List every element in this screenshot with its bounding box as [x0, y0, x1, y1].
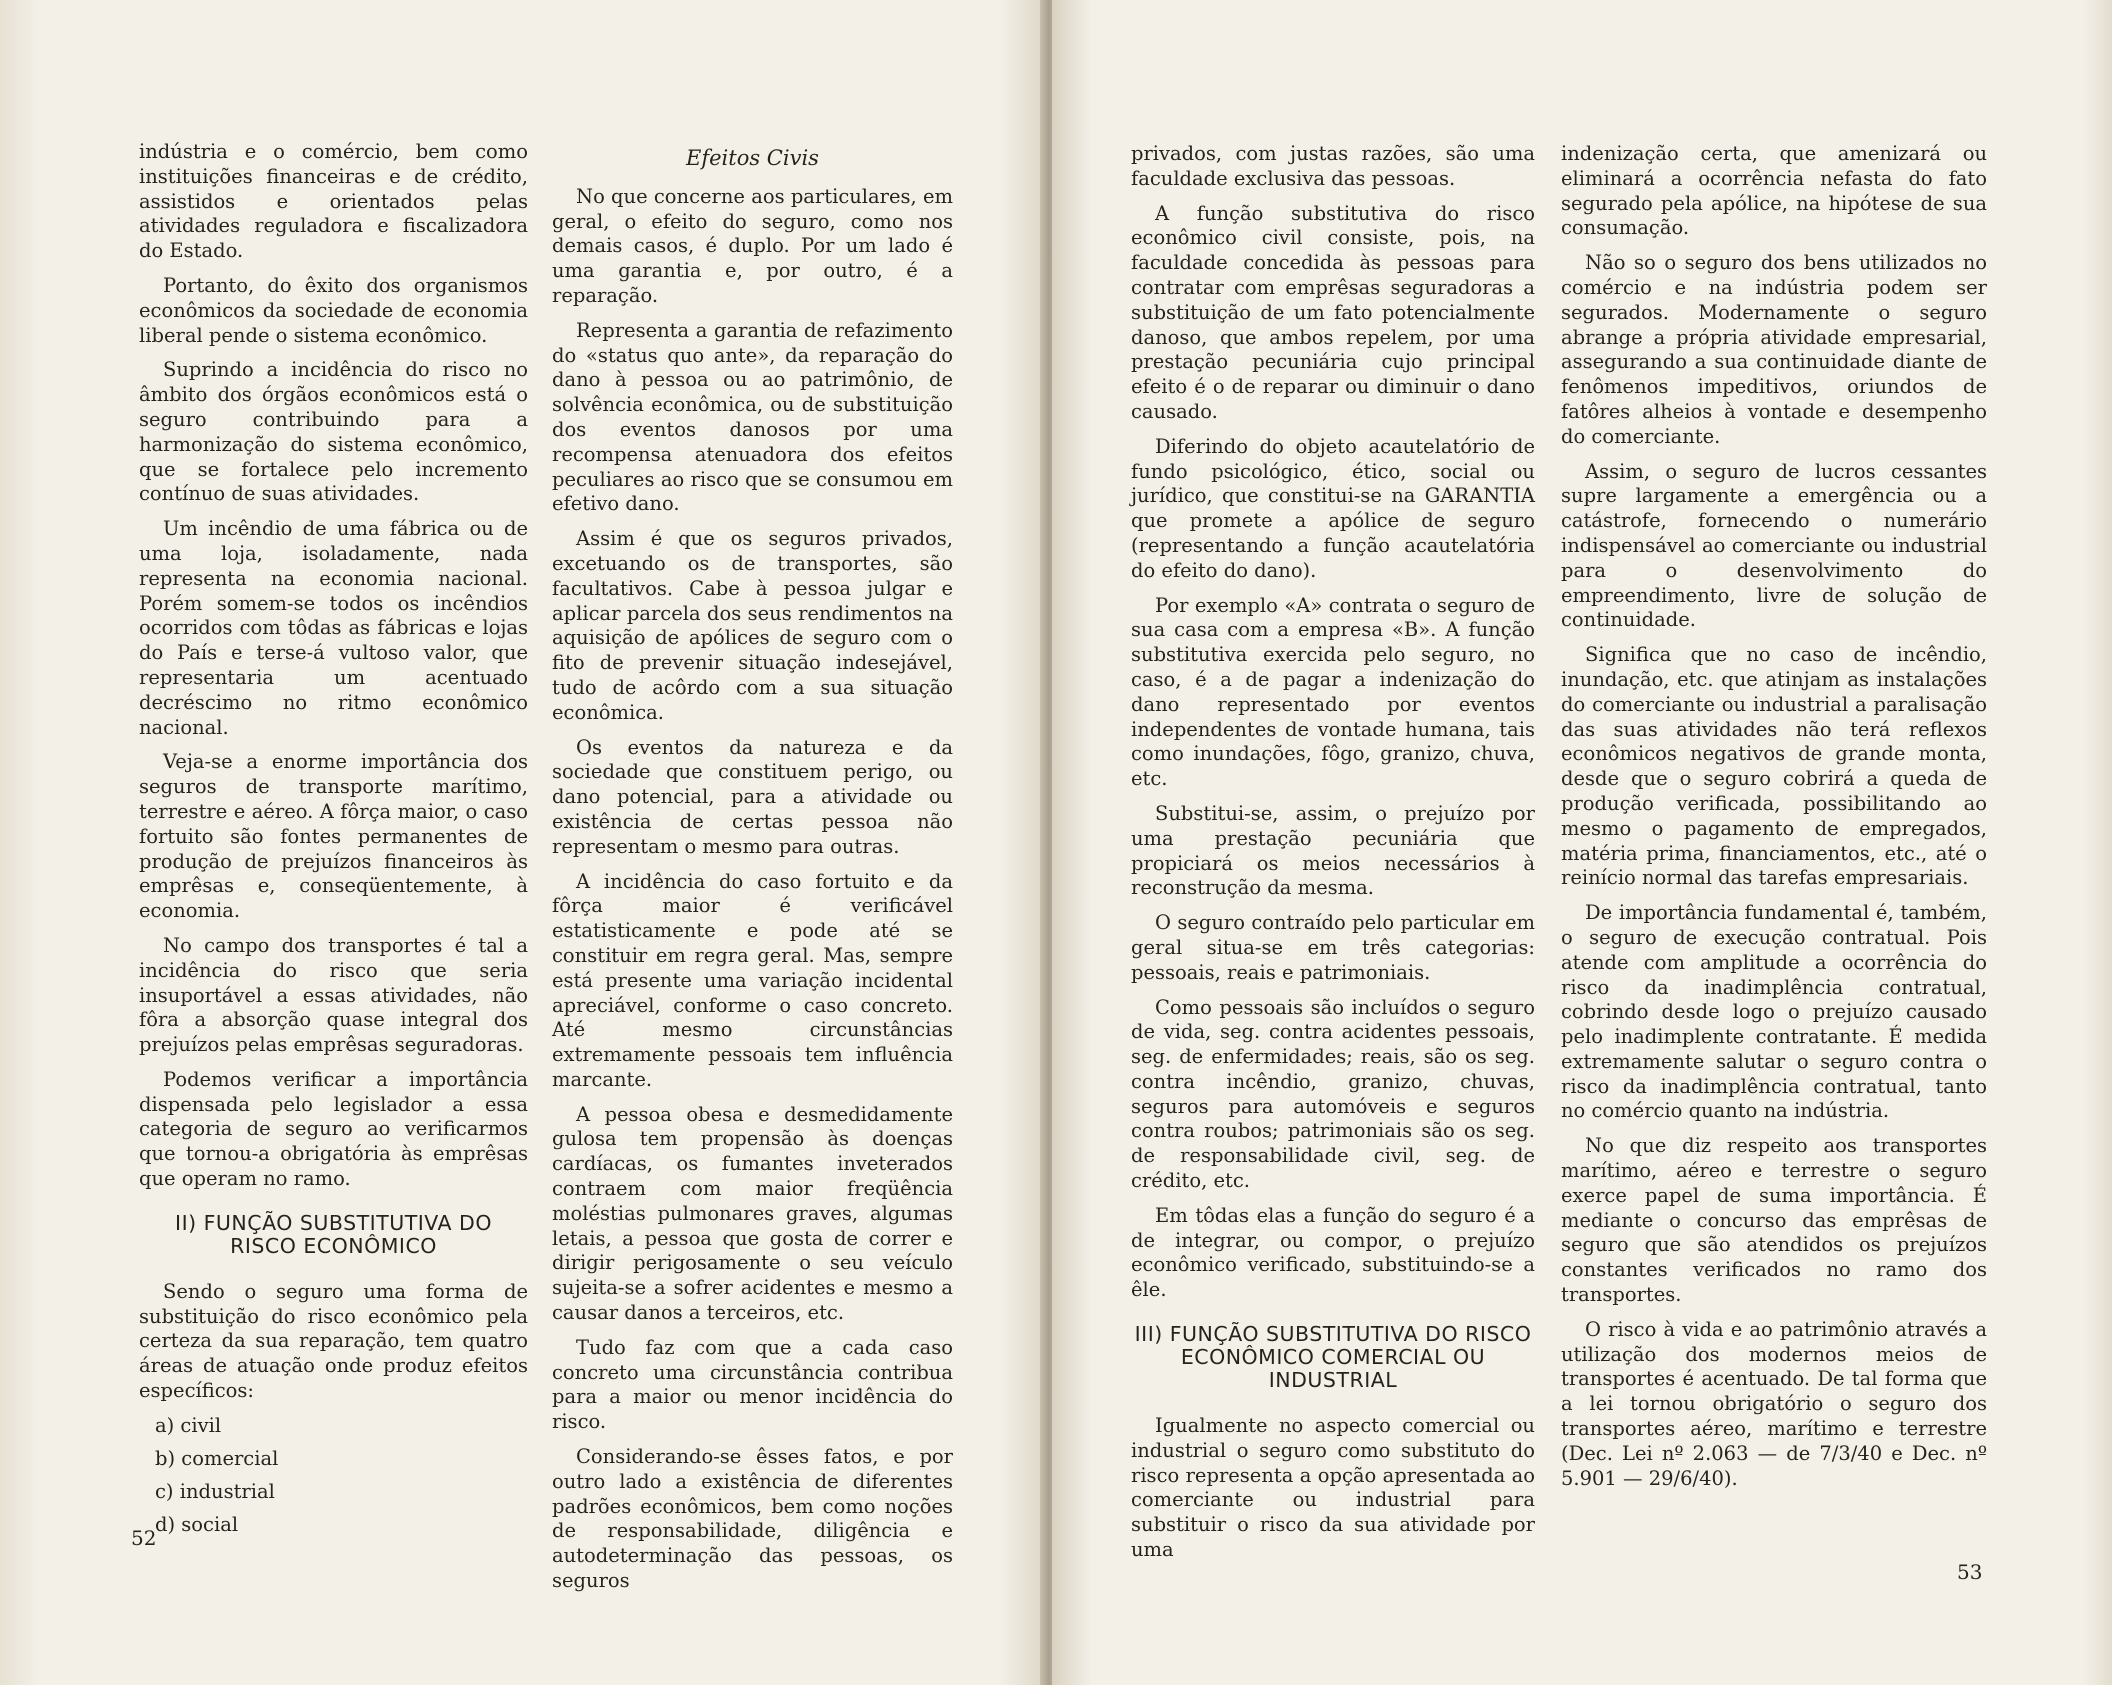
- paragraph: De importância fundamental é, também, o seguro de execução contratual. Pois atende com amplitude a ocorrência do risco da inadimplência contratual, cobrindo desde logo o prejuízo causado pelo inadimplente contratante. É medida extremamente salutar o seguro contra o risco da inadimplência contratual, tanto no comércio quanto na indústria.: [1561, 901, 1987, 1123]
- paragraph: Igualmente no aspecto comercial ou industrial o seguro como substituto do risco representa a opção apresentada ao comerciante ou industrial para substituir o risco da sua atividade por uma: [1131, 1414, 1535, 1562]
- list-item: c) industrial: [155, 1479, 275, 1503]
- paragraph: Significa que no caso de incêndio, inundação, etc. que atinjam as instalações do comerciante ou industrial a paralisação das suas atividades não terá reflexos econômicos negativos de grande monta, desde que o seguro cobrirá a queda de produção verificada, possibilitando ao mesmo o pagamento de empregados, matéria prima, financiamentos, etc., até o reinício normal das tarefas empresariais.: [1561, 643, 1987, 890]
- paragraph: Os eventos da natureza e da sociedade que constituem perigo, ou dano potencial, para a atividade ou existência de certas pessoa não representam o mesmo para outras.: [552, 735, 953, 858]
- left-column-1: [139, 140, 528, 1546]
- paragraph: Considerando-se êsses fatos, e por outro lado a existência de diferentes padrões econômicos, bem como noções de responsabilidade, diligência e autodeterminação das pessoas, os seguros: [552, 1445, 953, 1593]
- paragraph: No que concerne aos particulares, em geral, o efeito do seguro, como nos demais casos, é duplo. Por um lado é uma garantia e, por outro, é a reparação.: [552, 184, 953, 307]
- paragraph: No que diz respeito aos transportes marítimo, aéreo e terrestre o seguro exerce papel de suma importância. É mediante o concurso das emprêsas de seguro que são atendidos os prejuízos constantes verificados no ramo dos transportes.: [1561, 1134, 1987, 1307]
- paragraph: Por exemplo «A» contrata o seguro de sua casa com a empresa «B». A função substitutiva exercida pelo seguro, no caso, é a de pagar a indenização do dano representado por eventos independentes de vontade humana, tais como inundações, fôgo, granizo, chuva, etc.: [1131, 593, 1535, 791]
- paragraph: A função substitutiva do risco econômico civil consiste, pois, na faculdade concedida às pessoas para contratar com emprêsas seguradoras a substituição de um fato potencialmente danoso, que ambos repelem, por uma prestação pecuniária cujo principal efeito é o de reparar ou diminuir o dano causado.: [1131, 201, 1535, 423]
- paragraph: No campo dos transportes é tal a incidência do risco que seria insuportável a essas atividades, não fôra a absorção quase integral dos prejuízos pelas emprêsas seguradoras.: [139, 933, 528, 1057]
- paragraph: Não so o seguro dos bens utilizados no comércio e na indústria podem ser segurados. Modernamente o seguro abrange a própria atividade empresarial, assegurando a sua continuidade diante de fenômenos impeditivos, oriundos de fatôres alheios à vontade e desempenho do comerciante.: [1561, 251, 1987, 448]
- paragraph: Um incêndio de uma fábrica ou de uma loja, isoladamente, nada representa na economia nacional. Porém somem-se todos os incêndios ocorridos com tôdas as fábricas e lojas do País e terse-á vultoso valor, que representaria um acentuado decréscimo no ritmo econômico nacional.: [139, 517, 528, 739]
- paragraph: Podemos verificar a importância dispensada pelo legislador a essa categoria de seguro ao verificarmos que tornou-a obrigatória às emprêsas que operam no ramo.: [139, 1067, 528, 1191]
- left-page: [0, 0, 1046, 1685]
- paragraph: Como pessoais são incluídos o seguro de vida, seg. contra acidentes pessoais, seg. de enfermidades; reais, são os seg. contra incêndio, granizo, chuvas, seguros para automóveis e seguros contra roubos; patrimoniais são os seg. de responsabilidade civil, seg. de crédito, etc.: [1131, 995, 1535, 1193]
- paragraph: Portanto, do êxito dos organismos econômicos da sociedade de economia liberal pende o sistema econômico.: [139, 273, 528, 347]
- paragraph: Diferindo do objeto acautelatório de fundo psicológico, ético, social ou jurídico, que constitui-se na GARANTIA que promete a apólice de seguro (representando a função acautelatória do efeito do dano).: [1131, 434, 1535, 582]
- paragraph: Substitui-se, assim, o prejuízo por uma prestação pecuniária que propiciará os meios necessários à reconstrução da mesma.: [1131, 801, 1535, 900]
- paragraph: Assim é que os seguros privados, excetuando os de transportes, são facultativos. Cabe à pessoa julgar e aplicar parcela dos seus rendimentos na aquisição de apólices de seguro com o fito de prevenir situação indesejável, tudo de acôrdo com a sua situação econômica.: [552, 527, 953, 724]
- list-item: a) civil: [155, 1413, 222, 1437]
- section-heading-iii: III) FUNÇÃO SUBSTITUTIVA DO RISCO ECONÔMICO COMERCIAL OU INDUSTRIAL: [1134, 1322, 1532, 1393]
- paragraph: Assim, o seguro de lucros cessantes supre largamente a emergência ou a catástrofe, fornecendo o numerário indispensável ao comerciante ou industrial para o desenvolvimento do empreendimento, livre de solução de continuidade.: [1561, 459, 1987, 632]
- paragraph: indenização certa, que amenizará ou eliminará a ocorrência nefasta do fato segurado pela apólice, na hipótese de sua consumação.: [1561, 142, 1987, 240]
- left-column-2: [552, 142, 953, 1604]
- paragraph: privados, com justas razões, são uma faculdade exclusiva das pessoas.: [1131, 142, 1535, 190]
- paragraph: Veja-se a enorme importância dos seguros de transporte marítimo, terrestre e aéreo. A fôrça maior, o caso fortuito são fontes permanentes de produção de prejuízos financeiros às emprêsas e, conseqüentemente, à economia.: [139, 750, 528, 923]
- paragraph: Sendo o seguro uma forma de substituição do risco econômico pela certeza da sua reparação, tem quatro áreas de atuação onde produz efeitos específicos:: [139, 1279, 528, 1403]
- paragraph: indústria e o comércio, bem como instituições financeiras e de crédito, assistidos e orientados pelas atividades reguladora e fiscalizadora do Estado.: [139, 140, 528, 263]
- paragraph: Em tôdas elas a função do seguro é a de integrar, ou compor, o prejuízo econômico verificado, substituindo-se a êle.: [1131, 1203, 1535, 1302]
- paragraph: Tudo faz com que a cada caso concreto uma circunstância contribua para a maior ou menor incidência do risco.: [552, 1335, 953, 1434]
- section-heading-ii: II) FUNÇÃO SUBSTITUTIVA DO RISCO ECONÔMICO: [175, 1210, 492, 1258]
- page-number-right: 53: [1957, 1560, 1983, 1584]
- paragraph: A pessoa obesa e desmedidamente gulosa tem propensão às doenças cardíacas, os fumantes inveterados contraem com maior freqüência moléstias pulmonares graves, algumas letais, a pessoa que gosta de correr e dirigir perigosamente o seu veículo sujeita-se a sofrer acidentes e mesmo a causar danos a terceiros, etc.: [552, 1102, 953, 1325]
- list-item: d) social: [155, 1512, 239, 1536]
- right-column-1: [1131, 142, 1535, 1573]
- subheading-efeitos-civis: Efeitos Civis: [686, 146, 819, 170]
- right-column-2: [1561, 142, 1987, 1501]
- paragraph: Representa a garantia de refazimento do «status quo ante», da reparação do dano à pessoa ou ao patrimônio, de solvência econômica, ou de substituição dos eventos danosos por uma recompensa atenuadora dos efeitos peculiares ao risco que se consumou em efetivo dano.: [552, 318, 953, 516]
- list-item: b) comercial: [155, 1446, 279, 1470]
- area-list: [139, 1414, 528, 1537]
- paragraph: Suprindo a incidência do risco no âmbito dos órgãos econômicos está o seguro contribuindo para a harmonização do sistema econômico, que se fortalece pelo incremento contínuo de suas atividades.: [139, 358, 528, 506]
- paragraph: A incidência do caso fortuito e da fôrça maior é verificável estatisticamente e pode até se constituir em regra geral. Mas, sempre está presente uma variação incidental apreciável, conforme o caso concreto. Até mesmo circunstâncias extremamente pessoais tem influência marcante.: [552, 869, 953, 1091]
- paragraph: O seguro contraído pelo particular em geral situa-se em três categorias: pessoais, reais e patrimoniais.: [1131, 911, 1535, 984]
- page-number-left: 52: [131, 1526, 157, 1550]
- paragraph: O risco à vida e ao patrimônio através a utilização dos modernos meios de transportes é acentuado. De tal forma que a lei tornou obrigatório o seguro dos transportes aéreo, marítimo e terrestre (Dec. Lei nº 2.063 — de 7/3/40 e Dec. nº 5.901 — 29/6/40).: [1561, 1317, 1987, 1490]
